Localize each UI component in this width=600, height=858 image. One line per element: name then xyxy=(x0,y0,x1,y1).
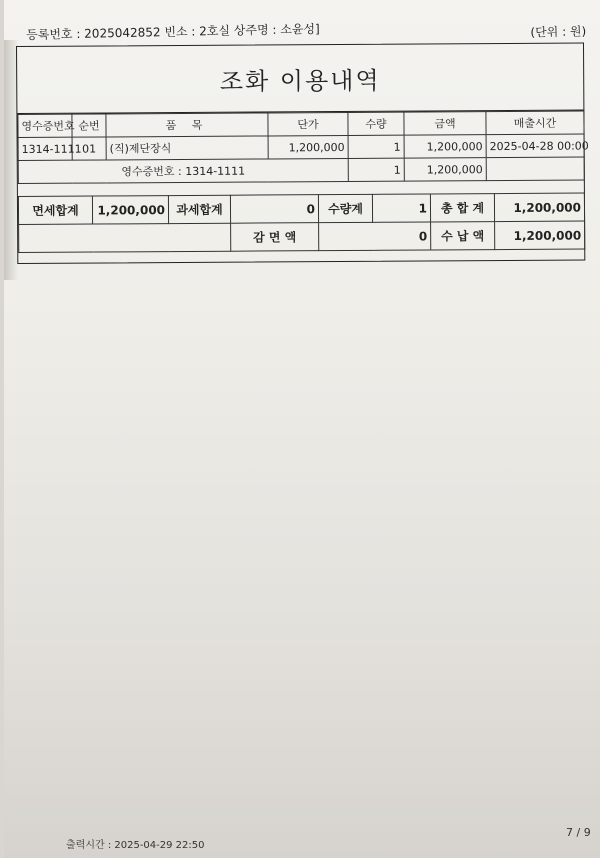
cell-qty: 1 xyxy=(348,135,404,158)
grand-total-value: 1,200,000 xyxy=(494,193,584,222)
summary-blank xyxy=(19,223,231,252)
subtotal-empty xyxy=(486,157,584,181)
subtotal-label: 영수증번호 : 1314-1111 xyxy=(18,158,348,183)
cell-amount: 1,200,000 xyxy=(404,135,486,159)
col-sales-time: 매출시간 xyxy=(486,111,584,135)
page-number: 7 / 9 xyxy=(566,826,591,839)
col-item: 품 목 xyxy=(106,113,268,137)
registration-info: 등록번호 : 2025042852 빈소 : 2호실 상주명 : 소윤성] xyxy=(26,21,320,42)
document-header xyxy=(26,14,586,46)
col-seq: 순번 xyxy=(72,114,106,137)
print-time: 출력시간 : 2025-04-29 22:50 xyxy=(66,840,205,851)
reduction-value: 0 xyxy=(319,222,431,251)
received-label: 수 납 액 xyxy=(431,222,495,250)
cell-unit-price: 1,200,000 xyxy=(268,135,348,158)
reduction-label: 감 면 액 xyxy=(231,223,319,252)
qty-total-value: 1 xyxy=(372,194,430,222)
subtotal-row xyxy=(18,157,584,183)
col-qty: 수량 xyxy=(348,112,404,135)
table-header-row xyxy=(18,111,584,137)
usage-statement-frame xyxy=(16,43,589,264)
tax-free-value: 1,200,000 xyxy=(92,196,168,224)
summary-row-1 xyxy=(18,193,584,224)
received-value: 1,200,000 xyxy=(495,221,585,250)
subtotal-qty: 1 xyxy=(348,158,404,181)
table-row xyxy=(18,134,584,160)
taxable-label: 과세합계 xyxy=(168,195,230,223)
cell-seq: 01 xyxy=(72,137,106,160)
cell-sales-time: 2025-04-28 00:00 xyxy=(486,134,584,158)
grand-total-label: 총 합 계 xyxy=(430,194,494,222)
paper-sheet xyxy=(4,0,600,858)
col-amount: 금액 xyxy=(404,112,486,136)
cell-item: (직)제단장식 xyxy=(106,136,268,160)
subtotal-amount: 1,200,000 xyxy=(404,158,486,182)
taxable-value: 0 xyxy=(230,195,318,224)
summary-table xyxy=(18,193,585,253)
qty-total-label: 수량계 xyxy=(318,194,372,222)
cell-receipt-no: 1314-1111 xyxy=(18,137,72,160)
document-title: 조화 이용내역 xyxy=(17,44,583,114)
tax-free-label: 면세합계 xyxy=(18,196,92,224)
col-unit-price: 단가 xyxy=(268,112,348,135)
summary-row-2 xyxy=(19,221,585,252)
col-receipt-no: 영수증번호 xyxy=(18,114,72,137)
detail-table xyxy=(17,111,589,184)
unit-label: (단위 : 원) xyxy=(530,24,587,40)
